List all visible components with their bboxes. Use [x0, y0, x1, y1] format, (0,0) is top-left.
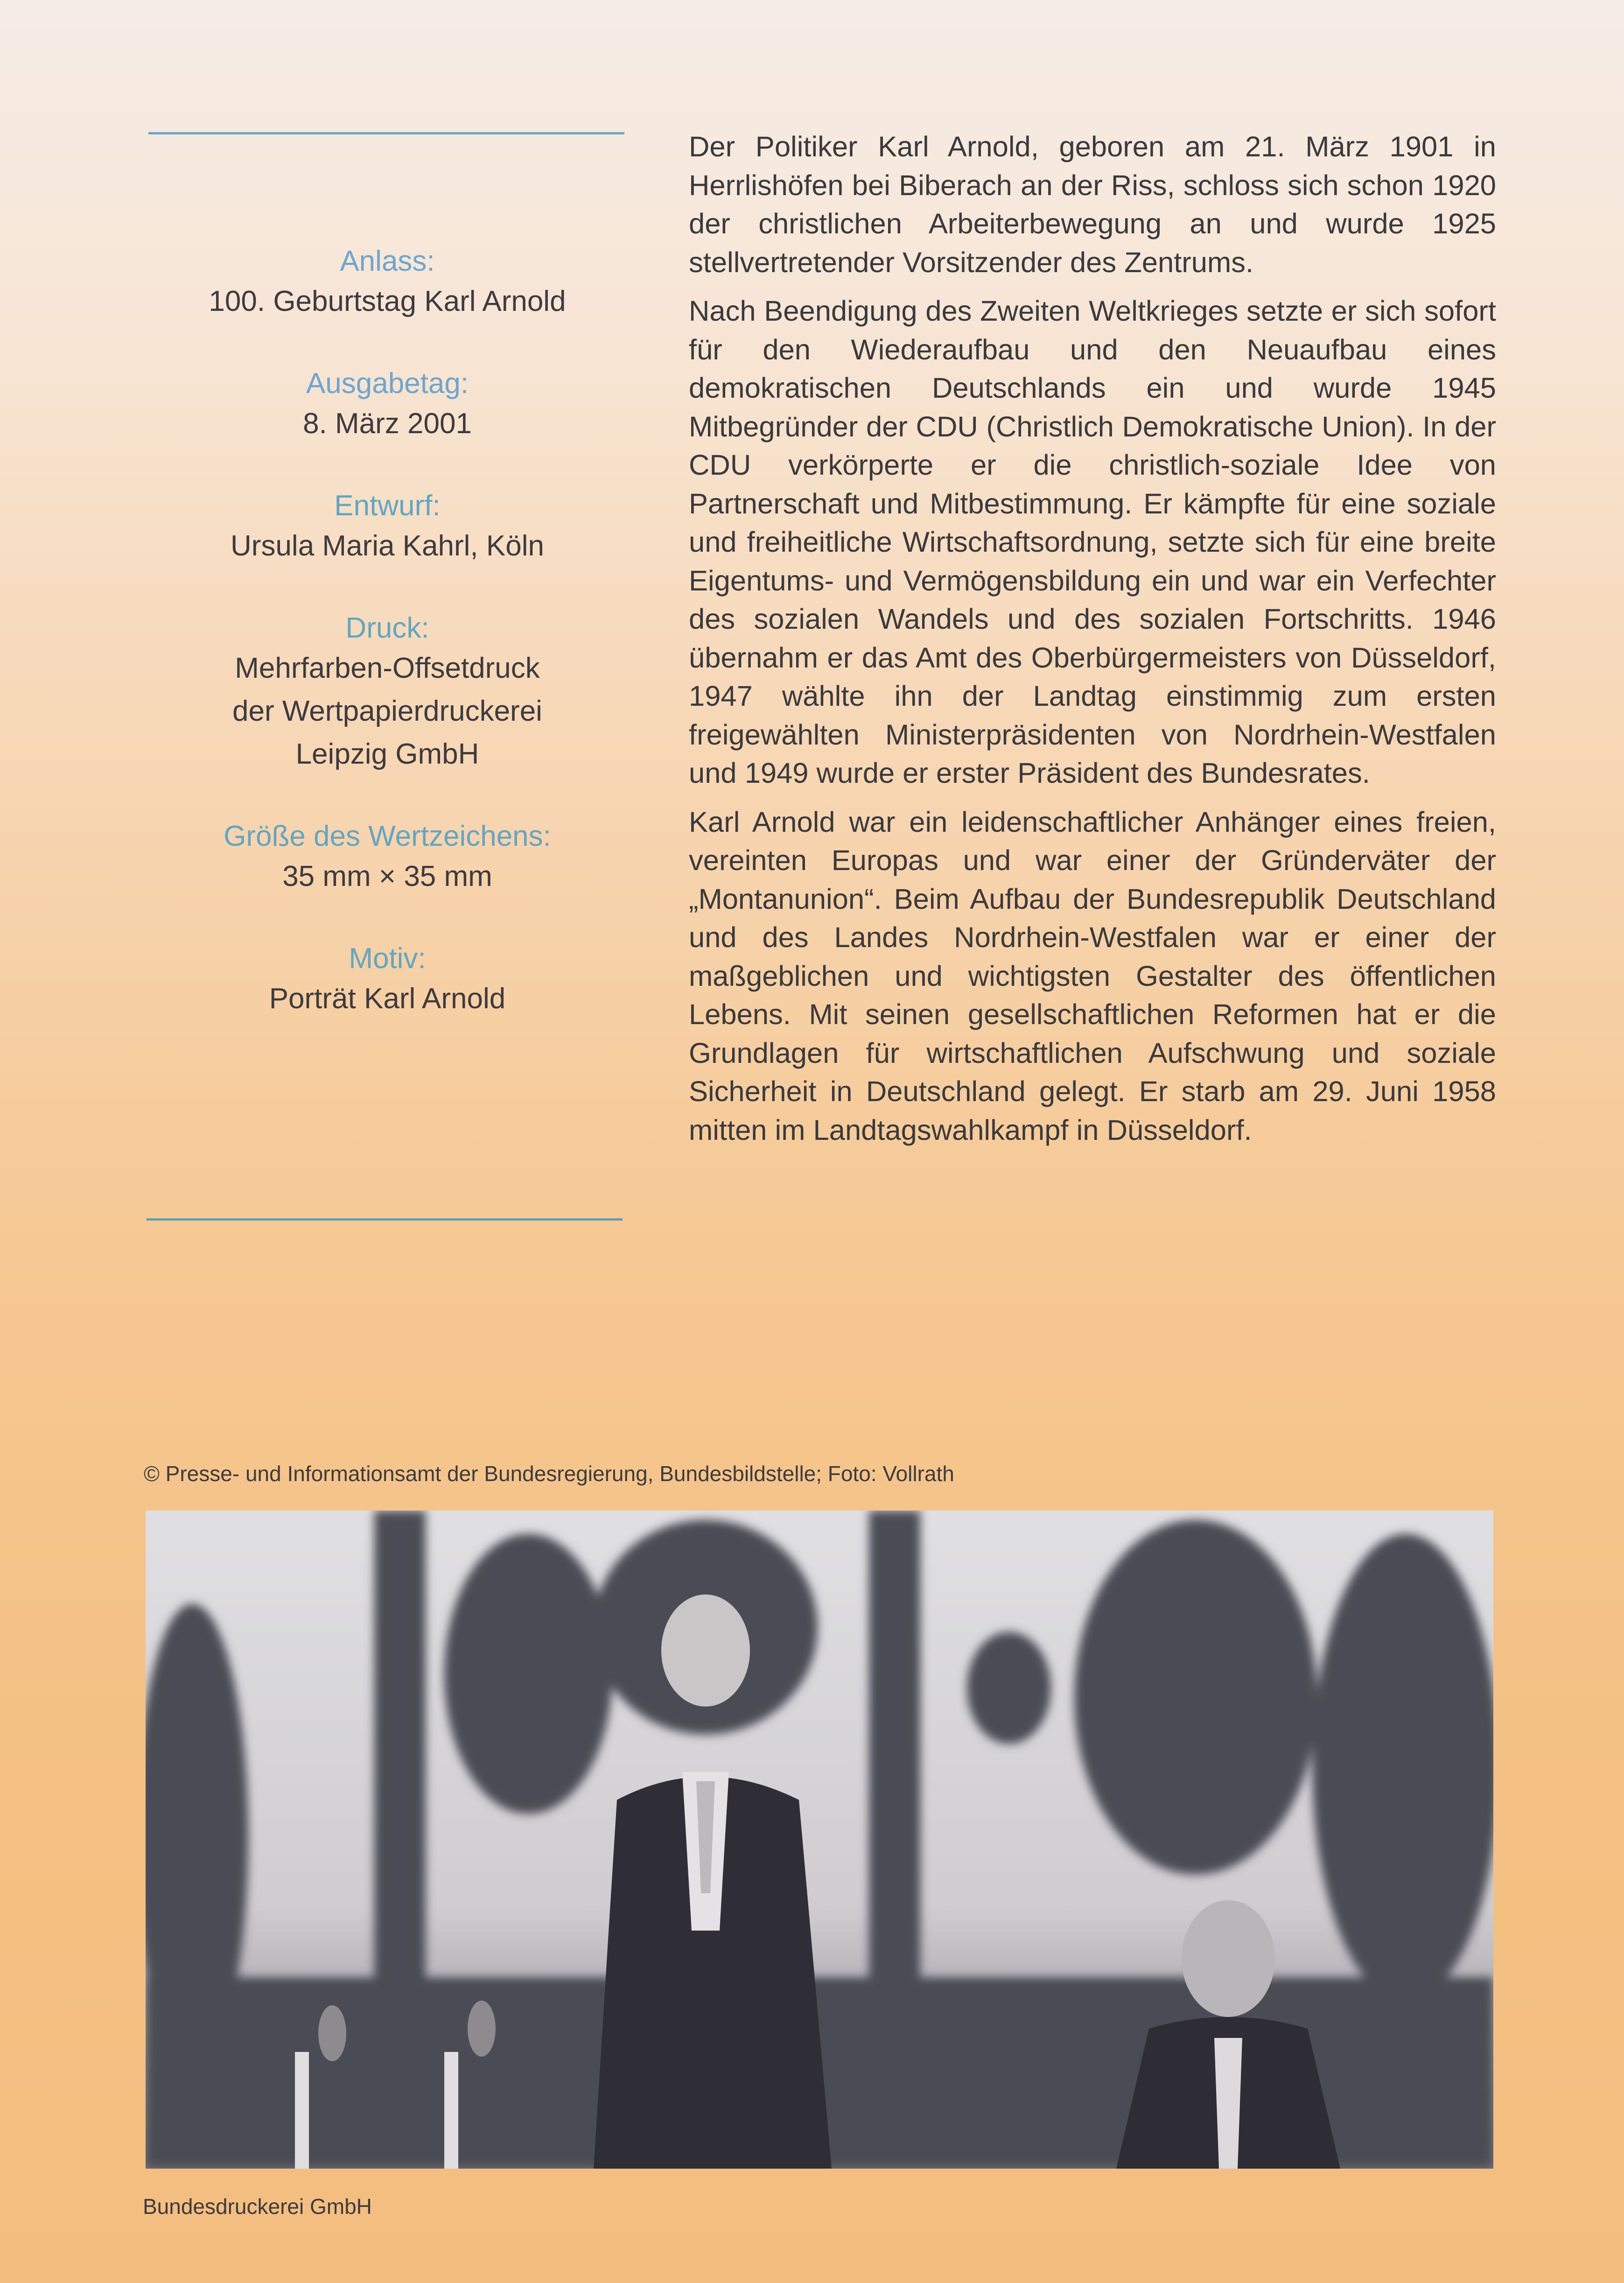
bio-paragraph: Karl Arnold war ein leidenschaftlicher Anhänger eines freien, vereinten Europas und war einer der Gründerväter der „Montanunion“. Beim Aufbau der Bundesrepublik Deutschland und des Landes Nordrhein-Westfalen war er einer der maßgeblichen und wichtigsten Gestalter des öffentlichen Lebens. Mit seinen gesellschaftlichen Reformen hat er die Grundlagen für wirtschaftlichen Aufschwung und soziale Sicherheit in Deutschland gelegt. Er starb am 29. Juni 1958 mitten im Landtagswahlkampf in Düsseldorf. — [689, 806, 1496, 1146]
info-label: Druck: — [345, 612, 429, 644]
biography-text — [689, 128, 1496, 1160]
info-occasion — [140, 243, 635, 323]
info-label: Größe des Wertzeichens: — [224, 820, 551, 852]
bio-paragraph: Nach Beendigung des Zweiten Weltkrieges setzte er sich sofort für den Wiederaufbau und den Neuaufbau eines demokratischen Deutschlands ein und wurde 1945 Mitbegründer der CDU (Christlich Demokratische Union). In der CDU verkörperte er die christlich-soziale Idee von Partnerschaft und Mitbestimmung. Er kämpfte für eine soziale und freiheitliche Wirtschaftsordnung, setzte sich für eine breite Eigentums- und Vermögensbildung ein und war ein Verfechter des sozialen Wandels und des sozialen Fortschritts. 1946 übernahm er das Amt des Oberbürgermeisters von Düsseldorf, 1947 wählte ihn der Landtag einstimmig zum ersten freigewählten Ministerpräsidenten von Nordrhein-Westfalen und 1949 wurde er erster Präsident des Bundesrates. — [689, 295, 1496, 789]
top-divider — [148, 132, 624, 134]
info-value: 100. Geburtstag Karl Arnold — [209, 285, 566, 317]
photo-illustration — [146, 1510, 1493, 2169]
info-label: Ausgabetag: — [306, 367, 469, 400]
info-design — [140, 487, 635, 568]
info-value: Mehrfarben-Offsetdruck der Wertpapierdruckerei Leipzig GmbH — [232, 652, 542, 770]
info-issue-date — [140, 365, 635, 445]
info-value: 35 mm × 35 mm — [282, 860, 492, 892]
bottom-divider — [147, 1218, 623, 1221]
info-value: Porträt Karl Arnold — [269, 983, 506, 1015]
info-value: 8. März 2001 — [303, 407, 472, 440]
stamp-info-panel — [140, 243, 635, 1062]
historical-photo — [146, 1510, 1493, 2169]
info-motif — [140, 940, 635, 1020]
info-print — [140, 610, 635, 776]
info-label: Anlass: — [340, 245, 435, 277]
photo-credit: © Presse- und Informationsamt der Bundesregierung, Bundesbildstelle; Foto: Vollrath — [144, 1461, 954, 1486]
info-value: Ursula Maria Kahrl, Köln — [231, 530, 544, 562]
info-stamp-size — [140, 818, 635, 898]
info-label: Motiv: — [349, 942, 426, 975]
info-label: Entwurf: — [334, 490, 441, 522]
printer-credit: Bundesdruckerei GmbH — [143, 2194, 372, 2219]
bio-paragraph: Der Politiker Karl Arnold, geboren am 21. März 1901 in Herrlishöfen bei Biberach an der Riss, schloss sich schon 1920 der christlichen Arbeiterbewegung an und wurde 1925 stellvertretender Vorsitzender des Zentrums. — [689, 131, 1496, 279]
